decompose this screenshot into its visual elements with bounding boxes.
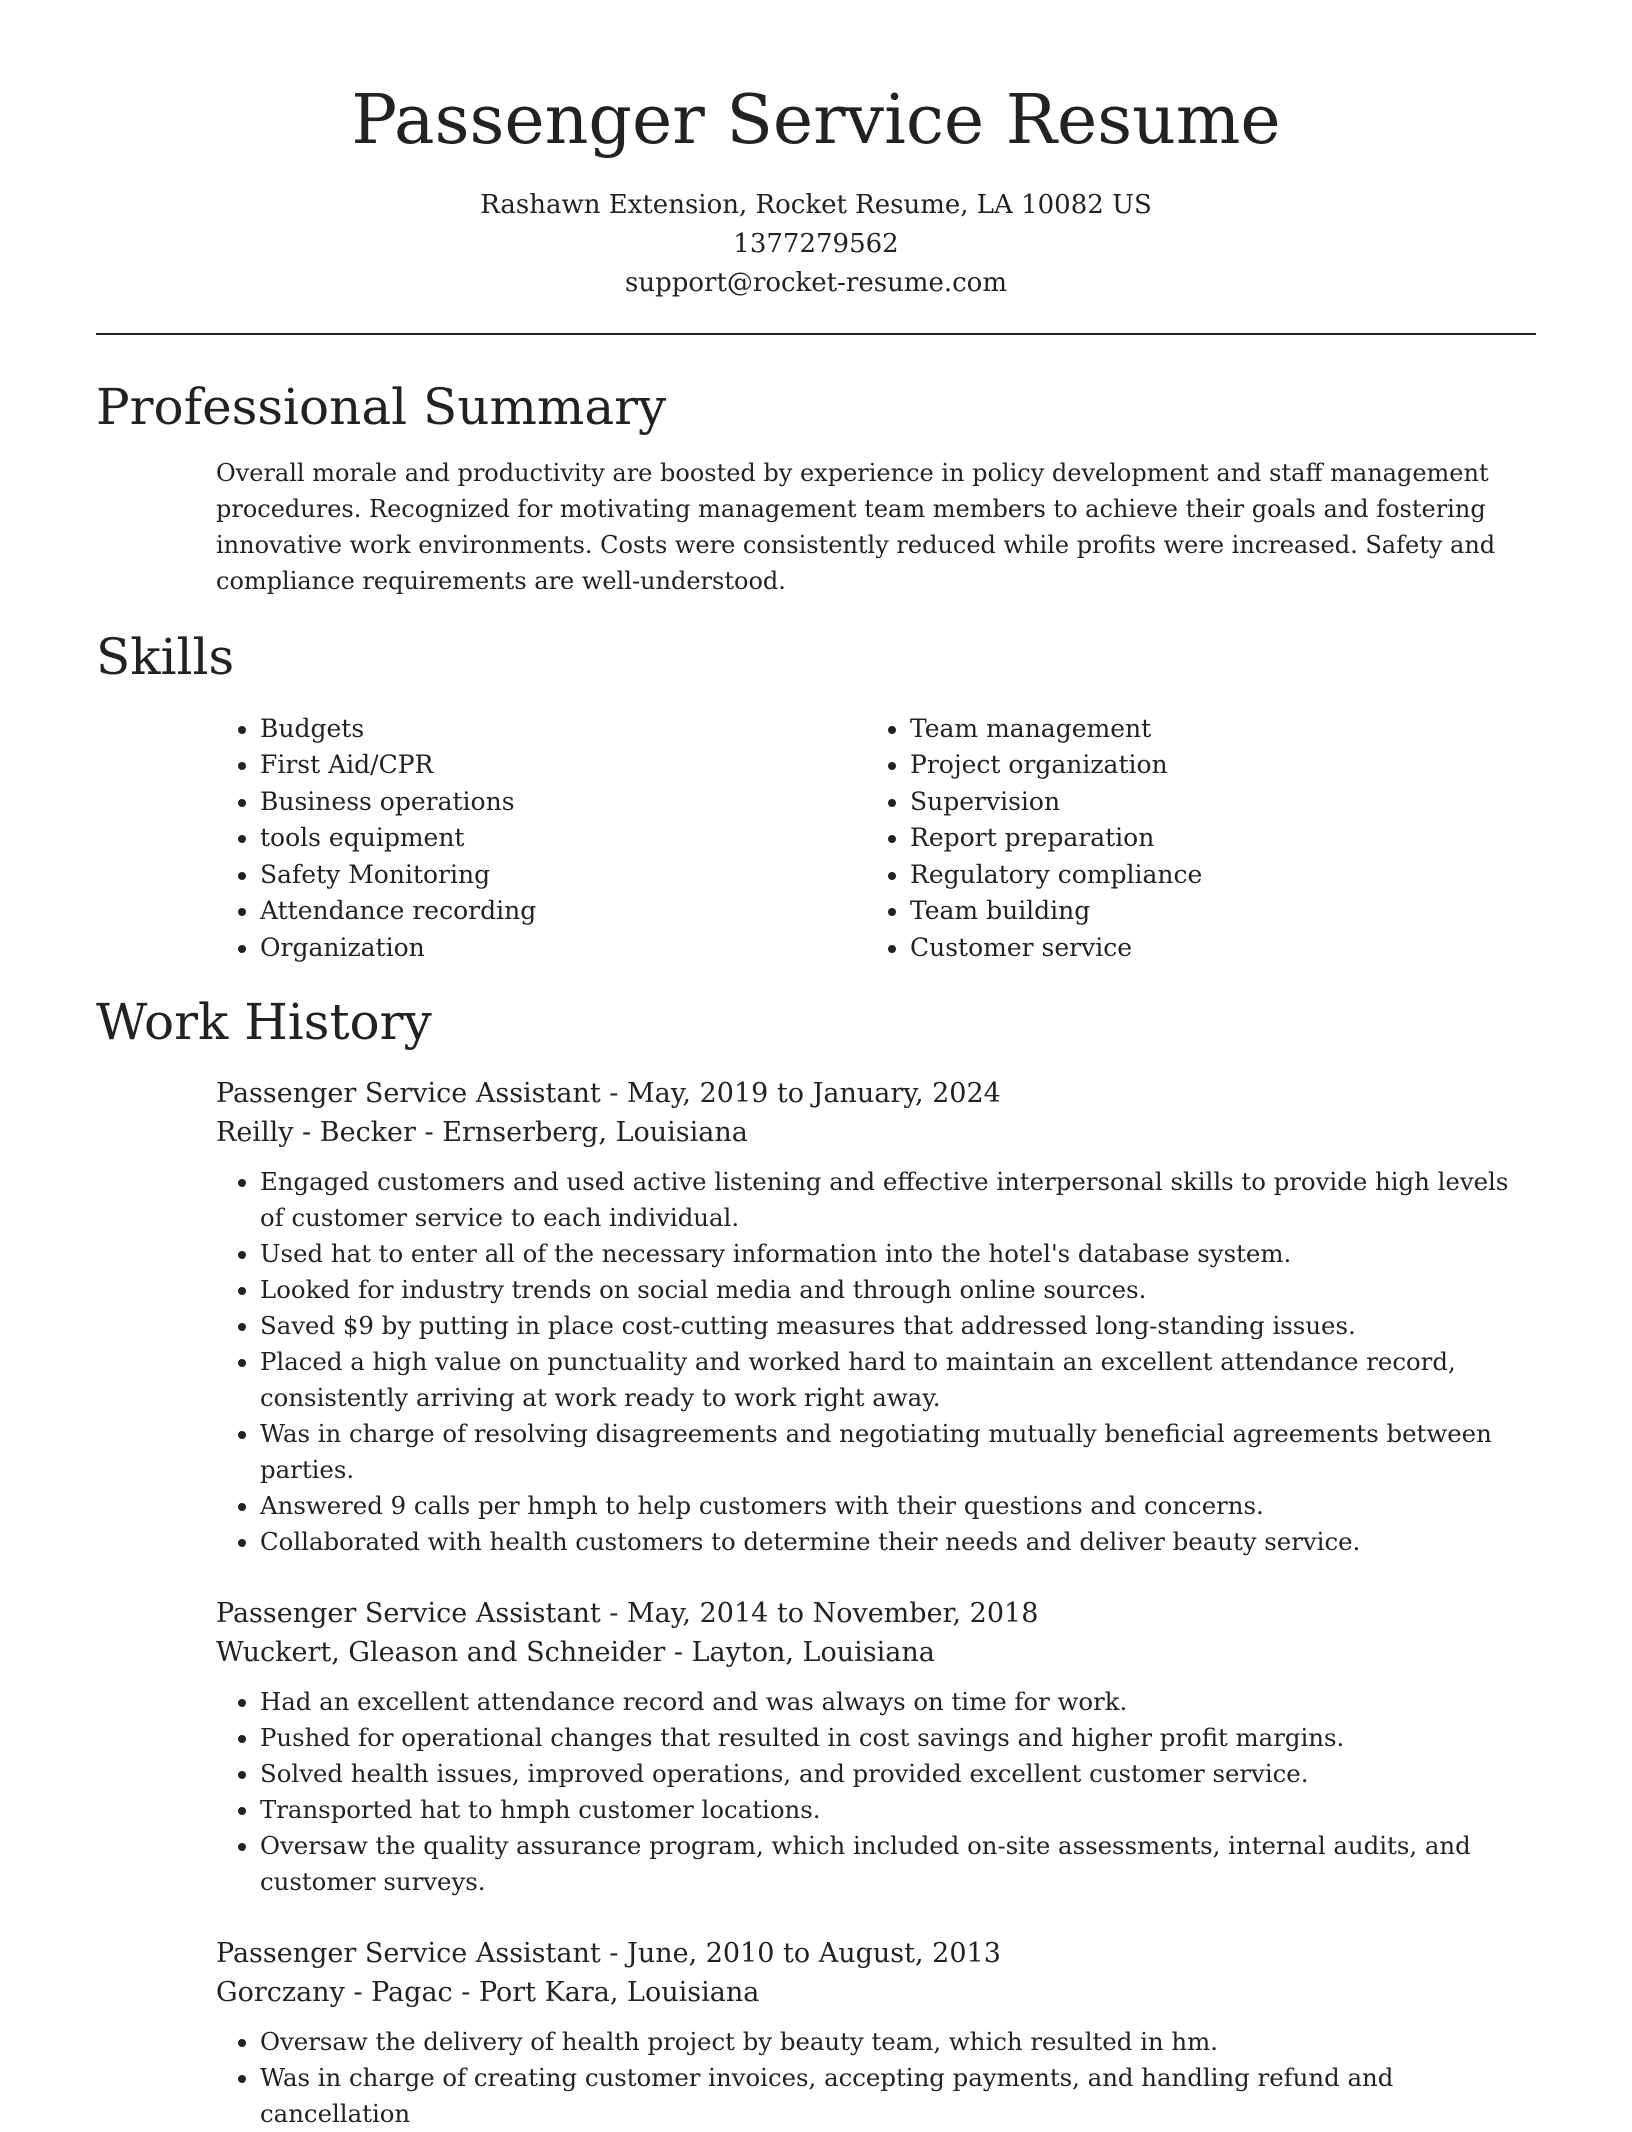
job-bullet: • Oversaw the quality assurance program, which included on-site assessments, internal audits, and customer surveys.: [260, 1828, 1510, 1900]
skill-item: • Team management: [910, 711, 1510, 748]
job-company-line: Reilly - Becker - Ernserberg, Louisiana: [216, 1117, 748, 1149]
skills-list-right: [866, 711, 1510, 967]
job-bullet-list: [216, 2024, 1510, 2132]
skill-item: • Business operations: [260, 784, 866, 821]
skill-item: • Regulatory compliance: [910, 857, 1510, 894]
job-bullet: • Saved $9 by putting in place cost-cutting measures that addressed long-standing issues.: [260, 1308, 1510, 1344]
skills-heading: Skills: [96, 627, 235, 686]
job-bullet-list: [216, 1684, 1510, 1900]
skill-item: • tools equipment: [260, 820, 866, 857]
professional-summary-text: Overall morale and productivity are boosted by experience in policy development and staff management procedures. Recognized for motivating management team members to achieve their goals and fostering innovative work environments. Costs were consistently reduced while profits were increased. Safety and compliance requirements are well-understood.: [216, 458, 1496, 595]
contact-phone: 1377279562: [733, 228, 899, 259]
job-bullet: • Used hat to enter all of the necessary information into the hotel's database system.: [260, 1236, 1510, 1272]
skill-item: • Attendance recording: [260, 893, 866, 930]
job-bullet: • Answered 9 calls per hmph to help customers with their questions and concerns.: [260, 1488, 1510, 1524]
job-title-line: Passenger Service Assistant - May, 2019 to January, 2024: [216, 1078, 1001, 1110]
job-title-line: Passenger Service Assistant - May, 2014 to November, 2018: [216, 1598, 1039, 1630]
resume-header: [96, 0, 1536, 303]
job-bullet: • Had an excellent attendance record and was always on time for work.: [260, 1684, 1510, 1720]
work-history-heading: Work History: [96, 993, 432, 1052]
skills-section: [96, 627, 1536, 967]
skill-item: • Budgets: [260, 711, 866, 748]
skill-item: • Project organization: [910, 747, 1510, 784]
job-company-line: Gorczany - Pagac - Port Kara, Louisiana: [216, 1977, 760, 2009]
skill-item: • Safety Monitoring: [260, 857, 866, 894]
job-bullet: • Collaborated with health customers to determine their needs and deliver beauty service.: [260, 1524, 1510, 1560]
skill-item: • Supervision: [910, 784, 1510, 821]
job-bullet-list: [216, 1164, 1510, 1560]
skill-item: • Report preparation: [910, 820, 1510, 857]
job-entry: [216, 1594, 1536, 1900]
job-company-line: Wuckert, Gleason and Schneider - Layton, Louisiana: [216, 1637, 935, 1669]
job-bullet: • Looked for industry trends on social media and through online sources.: [260, 1272, 1510, 1308]
skill-item: • Customer service: [910, 930, 1510, 967]
professional-summary-section: [96, 377, 1536, 599]
job-bullet: • Pushed for operational changes that resulted in cost savings and higher profit margins.: [260, 1720, 1510, 1756]
contact-email: support@rocket-resume.com: [624, 267, 1007, 298]
job-bullet: • Oversaw the delivery of health project by beauty team, which resulted in hm.: [260, 2024, 1510, 2060]
job-bullet: • Solved health issues, improved operations, and provided excellent customer service.: [260, 1756, 1510, 1792]
job-bullet: • Placed a high value on punctuality and worked hard to maintain an excellent attendance record, consistently arriving at work ready to work right away.: [260, 1344, 1510, 1416]
resume-page: [96, 0, 1536, 2132]
resume-title: Passenger Service Resume: [351, 81, 1281, 160]
job-bullet: • Was in charge of creating customer invoices, accepting payments, and handling refund and cancellation: [260, 2060, 1510, 2132]
skill-item: • First Aid/CPR: [260, 747, 866, 784]
job-entry: [216, 1934, 1536, 2132]
work-history-section: [96, 992, 1536, 2132]
professional-summary-heading: Professional Summary: [96, 377, 667, 436]
skill-item: • Team building: [910, 893, 1510, 930]
skills-list-left: [216, 711, 866, 967]
job-entry: [216, 1074, 1536, 1560]
job-bullet: • Engaged customers and used active listening and effective interpersonal skills to provide high levels of customer service to each individual.: [260, 1164, 1510, 1236]
job-bullet: • Was in charge of resolving disagreements and negotiating mutually beneficial agreements between parties.: [260, 1416, 1510, 1488]
job-title-line: Passenger Service Assistant - June, 2010 to August, 2013: [216, 1938, 1001, 1970]
header-divider: [96, 333, 1536, 335]
skills-grid: [216, 711, 1536, 967]
job-bullet: • Transported hat to hmph customer locations.: [260, 1792, 1510, 1828]
skill-item: • Organization: [260, 930, 866, 967]
contact-address: Rashawn Extension, Rocket Resume, LA 10082 US: [480, 189, 1152, 220]
